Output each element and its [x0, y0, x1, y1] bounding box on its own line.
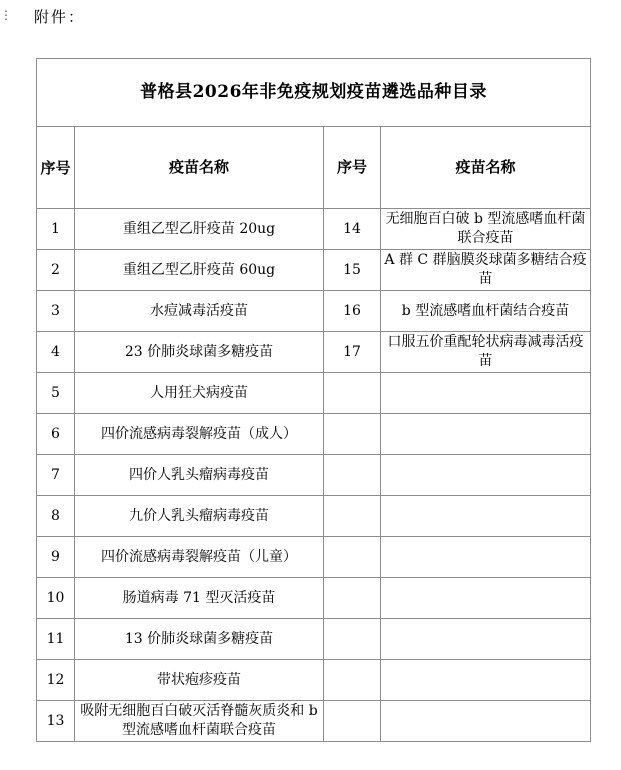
seq-cell-right: [324, 701, 381, 742]
seq-cell-left: 9: [37, 537, 75, 578]
vaccine-name-cell-left: 23 价肺炎球菌多糖疫苗: [75, 332, 324, 373]
column-header-seq-left: 序号: [37, 127, 75, 209]
seq-cell-left: 2: [37, 250, 75, 291]
table-row: [37, 578, 591, 619]
vaccine-name-cell-right: b 型流感嗜血杆菌结合疫苗: [381, 291, 591, 332]
vaccine-name-cell-right: [381, 619, 591, 660]
vaccine-name-cell-left: 四价流感病毒裂解疫苗（儿童）: [75, 537, 324, 578]
vaccine-name-cell-left: 九价人乳头瘤病毒疫苗: [75, 496, 324, 537]
seq-cell-left: 7: [37, 455, 75, 496]
seq-cell-left: 3: [37, 291, 75, 332]
seq-cell-right: 14: [324, 209, 381, 250]
seq-cell-right: [324, 537, 381, 578]
seq-cell-left: 5: [37, 373, 75, 414]
table-row: [37, 291, 591, 332]
vaccine-name-cell-right: [381, 496, 591, 537]
vaccine-name-cell-left: 水痘减毒活疫苗: [75, 291, 324, 332]
title-row: [37, 59, 591, 127]
table-row: [37, 496, 591, 537]
vaccine-name-cell-right: [381, 701, 591, 742]
vaccine-name-cell-right: [381, 414, 591, 455]
seq-cell-right: [324, 455, 381, 496]
table-row: [37, 701, 591, 742]
seq-cell-left: 13: [37, 701, 75, 742]
table-row: [37, 414, 591, 455]
table-row: [37, 537, 591, 578]
table-row: [37, 373, 591, 414]
vaccine-name-cell-left: 吸附无细胞百白破灭活脊髓灰质炎和 b 型流感嗜血杆菌联合疫苗: [75, 701, 324, 742]
header-row: [37, 127, 591, 209]
vaccine-name-cell-left: 重组乙型乙肝疫苗 20ug: [75, 209, 324, 250]
table-row: [37, 619, 591, 660]
seq-cell-left: 10: [37, 578, 75, 619]
seq-cell-right: [324, 373, 381, 414]
table-row: [37, 332, 591, 373]
table-title: 普格县2026年非免疫规划疫苗遴选品种目录: [37, 59, 591, 127]
table-row: [37, 455, 591, 496]
table-row: [37, 209, 591, 250]
seq-cell-right: [324, 619, 381, 660]
vaccine-name-cell-right: [381, 537, 591, 578]
attachment-label: 附件：: [34, 8, 86, 26]
vaccine-name-cell-right: 无细胞百白破 b 型流感嗜血杆菌联合疫苗: [381, 209, 591, 250]
vaccine-name-cell-right: A 群 C 群脑膜炎球菌多糖结合疫苗: [381, 250, 591, 291]
seq-cell-left: 11: [37, 619, 75, 660]
margin-mark: ⋮: [0, 8, 12, 22]
seq-cell-left: 1: [37, 209, 75, 250]
seq-cell-right: 17: [324, 332, 381, 373]
vaccine-name-cell-right: 口服五价重配轮状病毒减毒活疫苗: [381, 332, 591, 373]
seq-cell-left: 12: [37, 660, 75, 701]
seq-cell-right: [324, 496, 381, 537]
vaccine-name-cell-left: 肠道病毒 71 型灭活疫苗: [75, 578, 324, 619]
vaccine-name-cell-left: 人用狂犬病疫苗: [75, 373, 324, 414]
vaccine-name-cell-left: 13 价肺炎球菌多糖疫苗: [75, 619, 324, 660]
seq-cell-right: 16: [324, 291, 381, 332]
seq-cell-left: 8: [37, 496, 75, 537]
vaccine-name-cell-left: 带状疱疹疫苗: [75, 660, 324, 701]
seq-cell-left: 6: [37, 414, 75, 455]
seq-cell-left: 4: [37, 332, 75, 373]
vaccine-name-cell-left: 重组乙型乙肝疫苗 60ug: [75, 250, 324, 291]
vaccine-name-cell-left: 四价人乳头瘤病毒疫苗: [75, 455, 324, 496]
vaccine-catalog-table: [36, 58, 591, 742]
seq-cell-right: [324, 660, 381, 701]
vaccine-name-cell-right: [381, 660, 591, 701]
table-row: [37, 660, 591, 701]
vaccine-name-cell-right: [381, 455, 591, 496]
seq-cell-right: [324, 414, 381, 455]
vaccine-name-cell-right: [381, 578, 591, 619]
seq-cell-right: [324, 578, 381, 619]
vaccine-name-cell-left: 四价流感病毒裂解疫苗（成人）: [75, 414, 324, 455]
table-row: [37, 250, 591, 291]
column-header-name-left: 疫苗名称: [75, 127, 324, 209]
column-header-seq-right: 序号: [324, 127, 381, 209]
seq-cell-right: 15: [324, 250, 381, 291]
vaccine-name-cell-right: [381, 373, 591, 414]
column-header-name-right: 疫苗名称: [381, 127, 591, 209]
